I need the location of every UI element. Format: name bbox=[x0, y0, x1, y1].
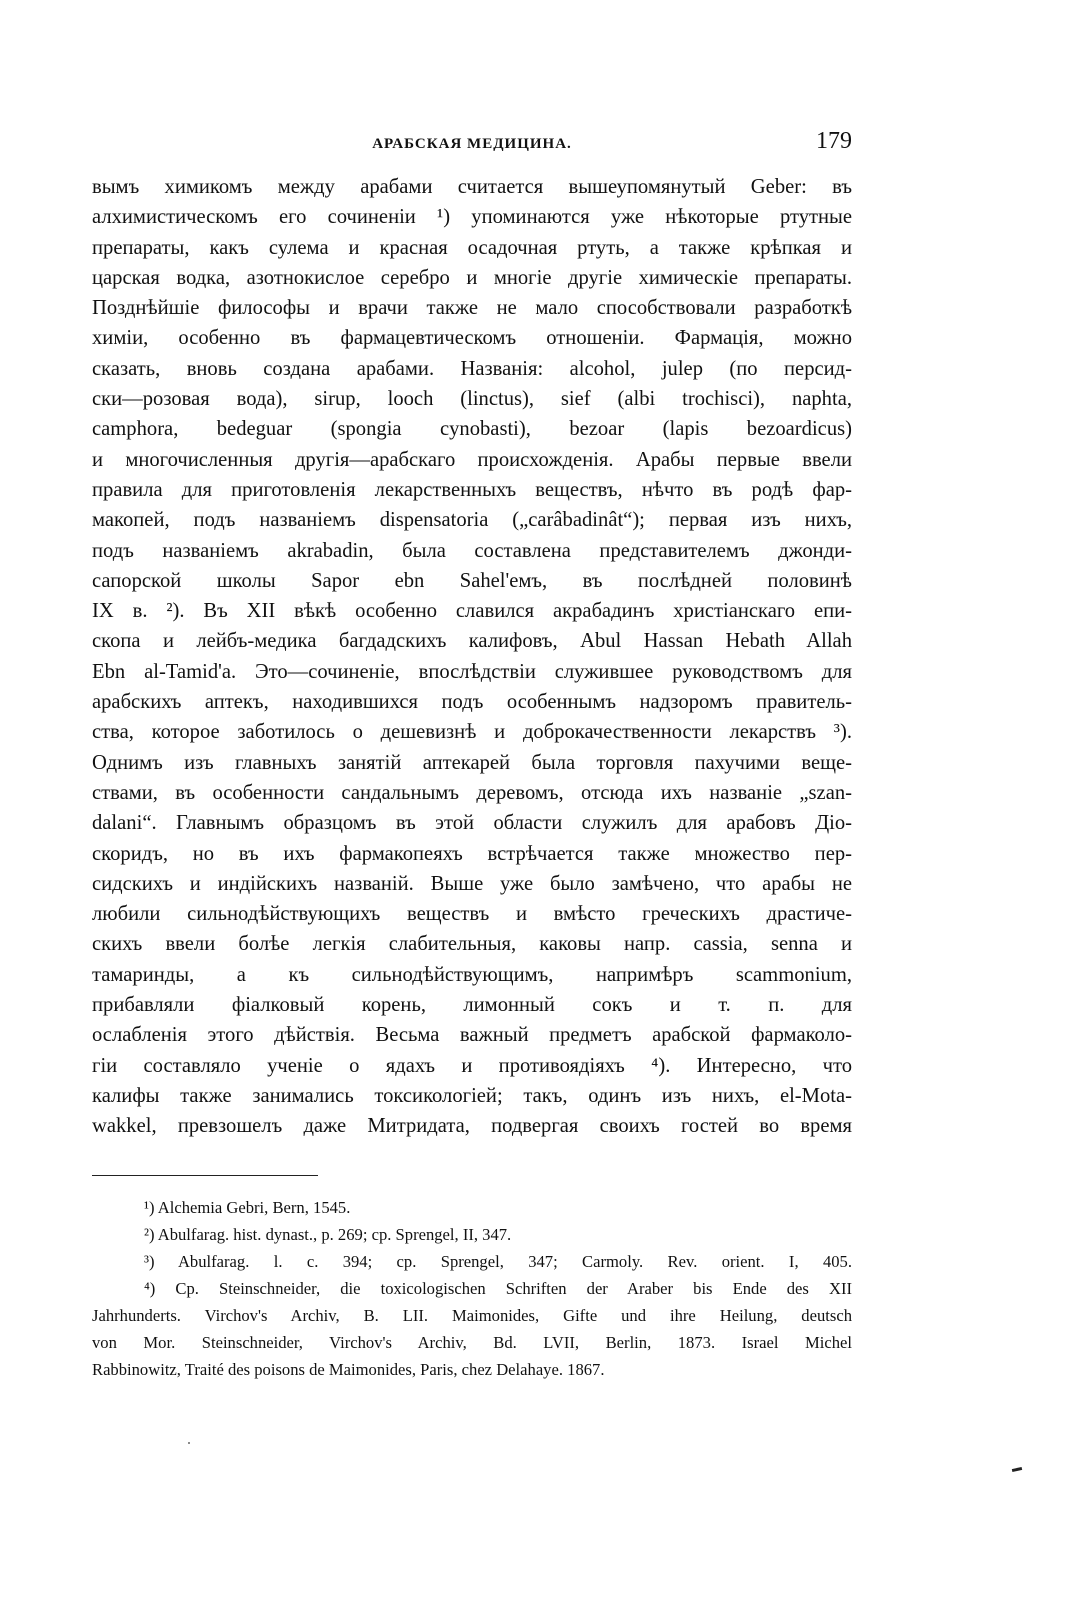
book-page bbox=[92, 126, 852, 1383]
text-line: wakkel, превзошелъ даже Митридата, подвергая своихъ гостей во время bbox=[92, 1115, 852, 1138]
edge-mark bbox=[1012, 1467, 1022, 1472]
page-number: 179 bbox=[816, 128, 852, 154]
chapter-title: АРАБСКАЯ МЕДИЦИНА. bbox=[372, 136, 572, 152]
text-line: ослабленія этого дѣйствія. Весьма важный предметъ арабской фармаколо- bbox=[92, 1024, 852, 1047]
text-line: dalani“. Главнымъ образцомъ въ этой области служилъ для арабовъ Діо- bbox=[92, 812, 852, 835]
text-line: ствами, въ особенности сандальнымъ деревомъ, отсюда ихъ названіе „szan- bbox=[92, 781, 852, 804]
footnote-1: ¹) Alchemia Gebri, Bern, 1545. bbox=[144, 1197, 351, 1217]
text-line: арабскихъ аптекъ, находившихся подъ особеннымъ надзоромъ правитель- bbox=[92, 691, 852, 714]
text-line: алхимистическомъ его сочиненіи ¹) упоминаются уже нѣкоторые ртутные bbox=[92, 206, 852, 229]
text-line: правила для приготовленія лекарственныхъ веществъ, нѣчто въ родѣ фар- bbox=[92, 478, 852, 501]
text-line: ски—розовая вода), sirup, looch (linctus), sief (albi trochisci), naphta, bbox=[92, 388, 852, 411]
text-line: скоридъ, но въ ихъ фармакопеяхъ встрѣчается также множество пер- bbox=[92, 842, 852, 865]
text-line: сапорской школы Sapor ebn Sahel'емъ, въ послѣдней половинѣ bbox=[92, 569, 852, 592]
text-line: тамаринды, а къ сильнодѣйствующимъ, напримѣръ scammonium, bbox=[92, 963, 852, 986]
text-line: вымъ химикомъ между арабами считается вышеупомянутый Geber: въ bbox=[92, 176, 852, 198]
text-line: camphora, bedeguar (spongia cynobasti), bezoar (lapis bezoardicus) bbox=[92, 418, 852, 441]
text-line: химіи, особенно въ фармацевтическомъ отношеніи. Фармація, можно bbox=[92, 327, 852, 350]
footnote-4-continued: von Mor. Steinschneider, Virchov's Archiv, Bd. LVII, Berlin, 1873. Israel Michel bbox=[92, 1332, 852, 1352]
footnote-separator bbox=[92, 1175, 318, 1176]
text-line: IX в. ²). Въ XII вѣкѣ особенно славился акрабадинъ христіанскаго епи- bbox=[92, 600, 852, 623]
text-line: любили сильнодѣйствующихъ веществъ и вмѣсто греческихъ драстиче- bbox=[92, 903, 852, 926]
text-line: гіи составляло ученіе о ядахъ и противоядіяхъ ⁴). Интересно, что bbox=[92, 1054, 852, 1077]
text-line: подъ названіемъ akrabadin, была составлена представителемъ джонди- bbox=[92, 539, 852, 562]
text-line: макопей, подъ названіемъ dispensatoria („carâbadinât“); первая изъ нихъ, bbox=[92, 509, 852, 532]
text-line: царская водка, азотнокислое серебро и многіе другіе химическіе препараты. bbox=[92, 266, 852, 289]
footnote-2: ²) Abulfarag. hist. dynast., p. 269; ср. Sprengel, II, 347. bbox=[144, 1224, 512, 1244]
text-line: препараты, какъ сулема и красная осадочная ртуть, а также крѣпкая и bbox=[92, 236, 852, 259]
text-line: и многочисленныя другія—арабскаго происхожденія. Арабы первые ввели bbox=[92, 448, 852, 471]
text-line: скопа и лейбъ-медика багдадскихъ калифовъ, Abul Hassan Hebath Allah bbox=[92, 630, 852, 653]
footnote-4-continued: Rabbinowitz, Traité des poisons de Maimonides, Paris, chez Delahaye. 1867. bbox=[92, 1359, 605, 1379]
text-line: Однимъ изъ главныхъ занятій аптекарей была торговля пахучими веще- bbox=[92, 751, 852, 774]
text-line: Ebn al-Tamid'а. Это—сочиненіе, впослѣдствіи служившее руководствомъ для bbox=[92, 660, 852, 683]
footnote-3: ³) Abulfarag. l. c. 394; ср. Sprengel, 347; Carmoly. Rev. orient. I, 405. bbox=[144, 1251, 852, 1271]
text-line: ства, которое заботилось о дешевизнѣ и доброкачественности лекарствъ ³). bbox=[92, 721, 852, 744]
text-line: сидскихъ и индійскихъ названій. Выше уже было замѣчено, что арабы не bbox=[92, 872, 852, 895]
footnote-4-continued: Jahrhunderts. Virchov's Archiv, B. LII. Maimonides, Gifte und ihre Heilung, deutsch bbox=[92, 1305, 852, 1325]
text-line: калифы также занимались токсикологіей; такъ, одинъ изъ нихъ, el-Mota- bbox=[92, 1084, 852, 1107]
speck-mark bbox=[188, 1442, 190, 1444]
text-line: сказать, вновь создана арабами. Названія: alcohol, julep (по персид- bbox=[92, 357, 852, 380]
footnote-4: ⁴) Ср. Steinschneider, die toxicologischen Schriften der Araber bis Ende des XII bbox=[144, 1278, 852, 1298]
text-line: Позднѣйшіе философы и врачи также не мало способствовали разработкѣ bbox=[92, 297, 852, 320]
footnotes bbox=[92, 1194, 852, 1383]
text-line: скихъ ввели болѣе легкія слабительныя, каковы напр. cassia, senna и bbox=[92, 933, 852, 956]
running-header bbox=[92, 126, 852, 166]
main-text bbox=[92, 172, 852, 1142]
text-line: прибавляли фіалковый корень, лимонный сокъ и т. п. для bbox=[92, 994, 852, 1017]
